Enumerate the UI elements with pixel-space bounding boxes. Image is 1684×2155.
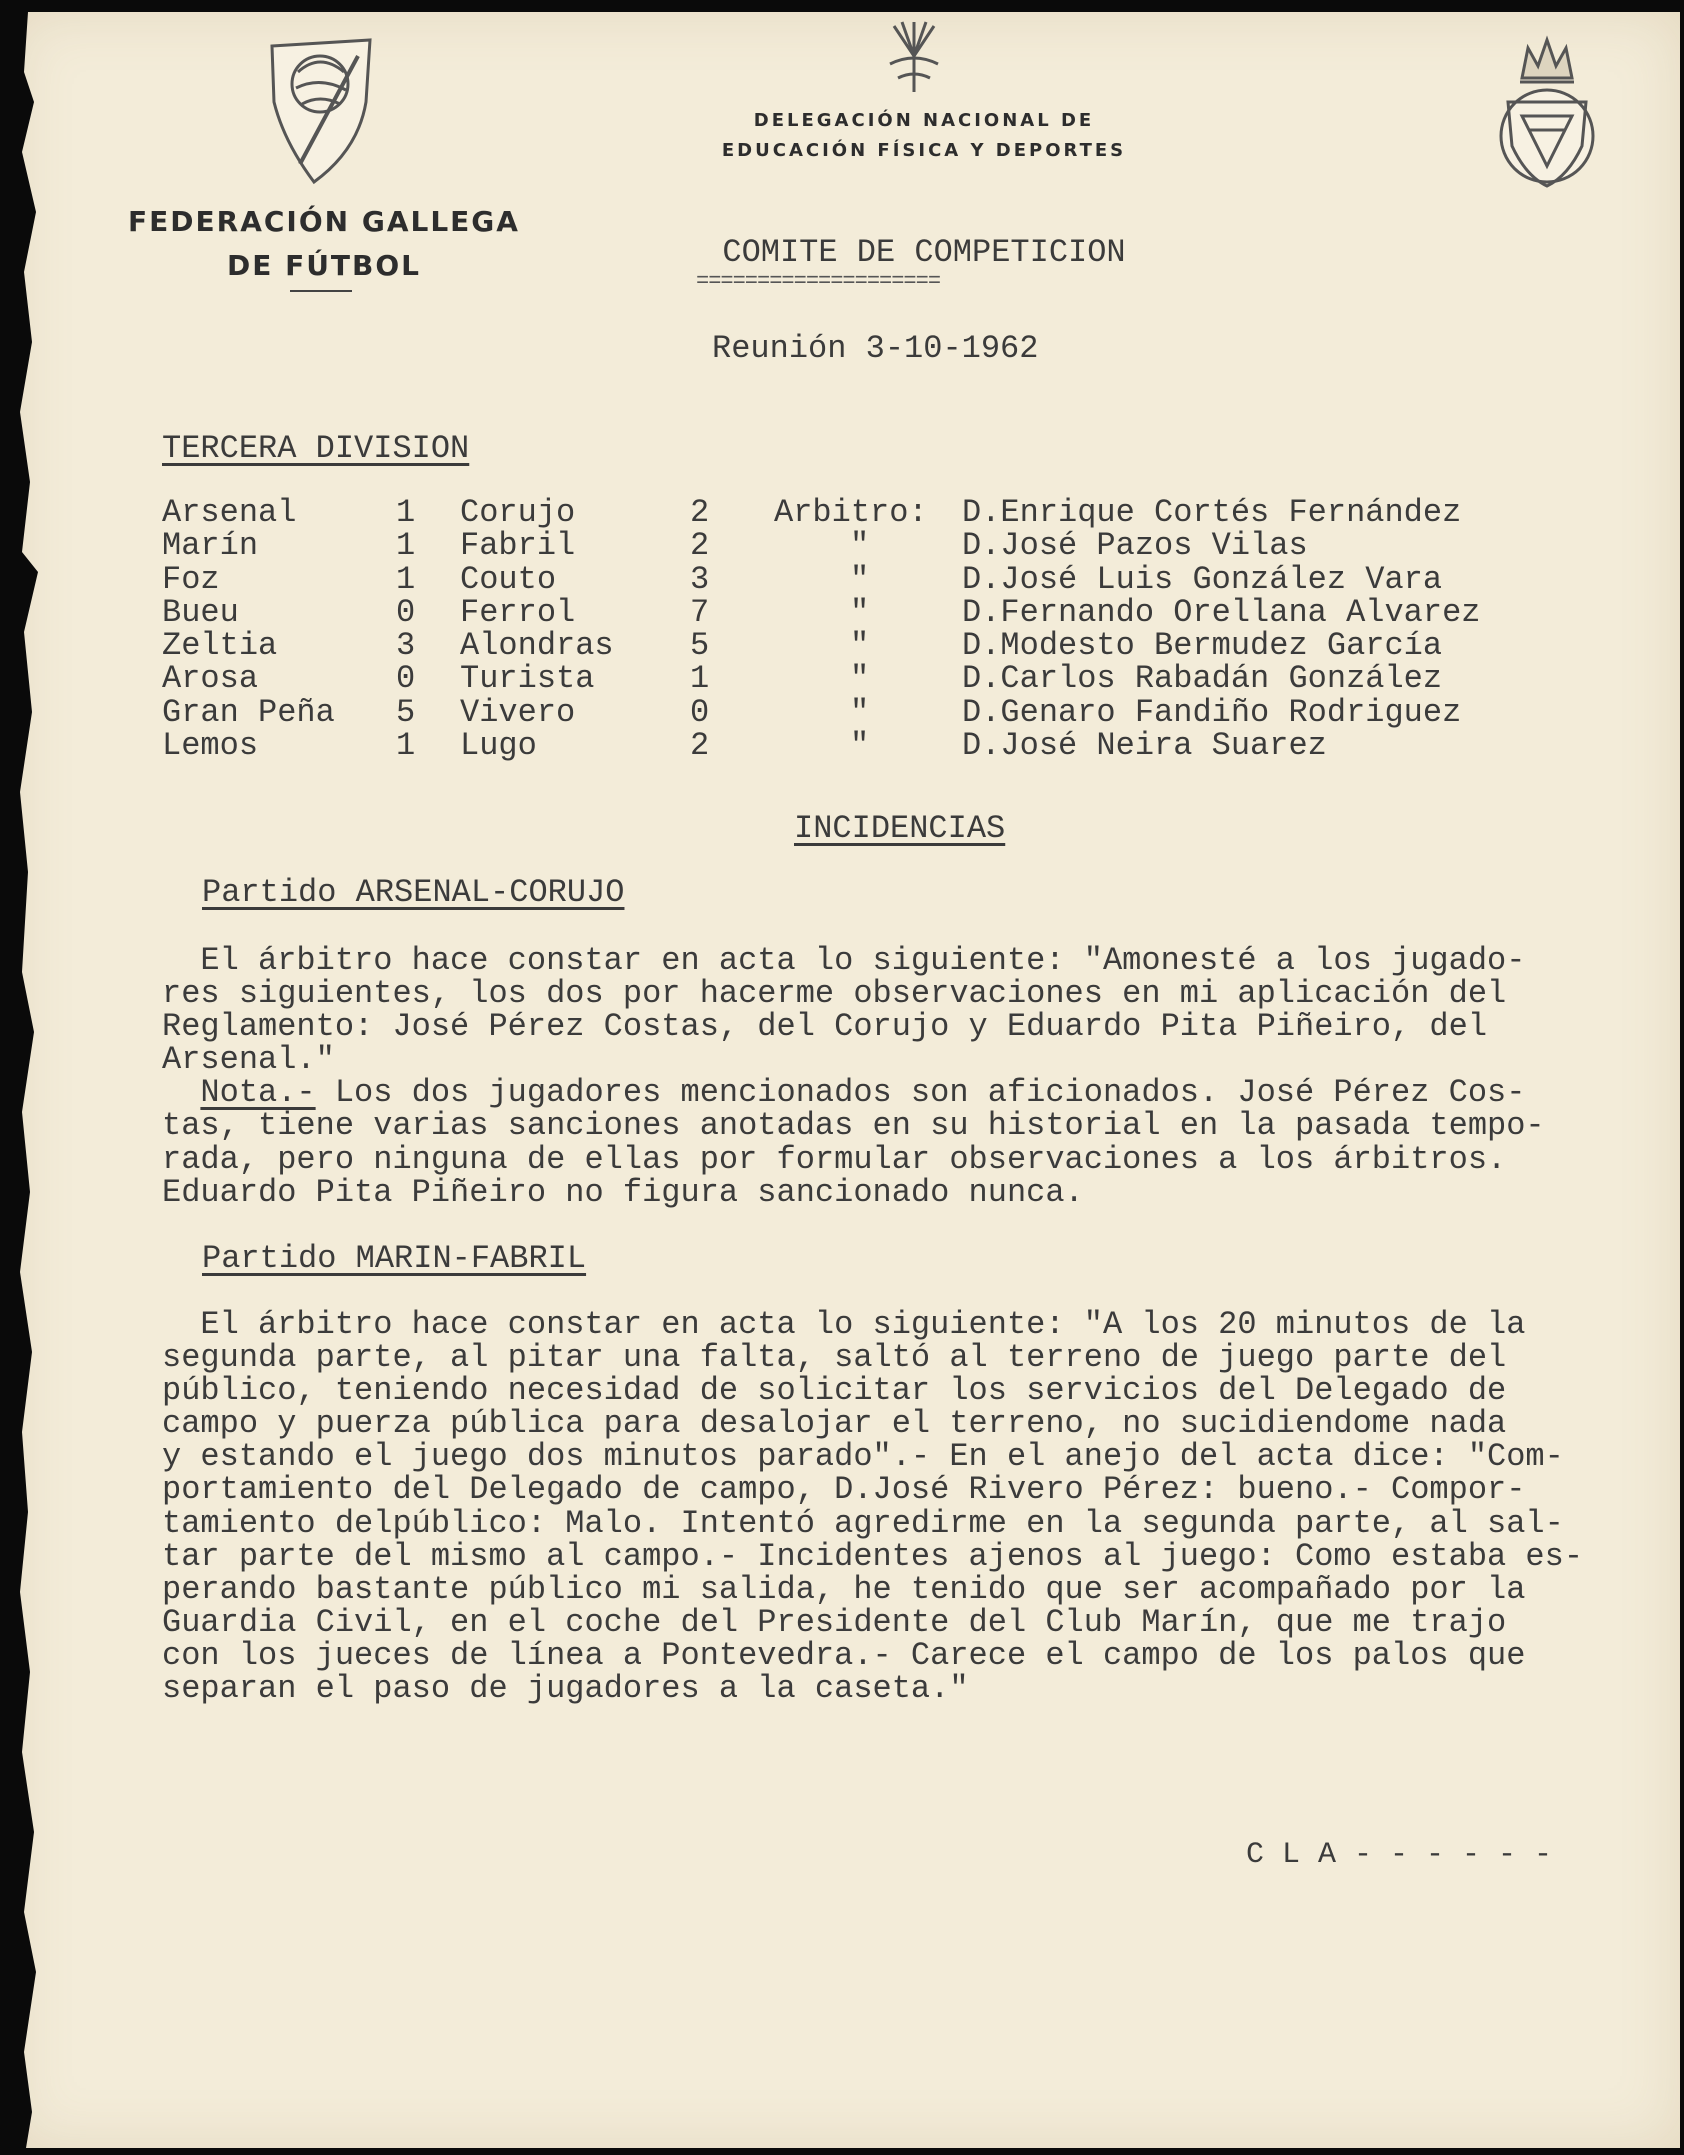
report-line: El árbitro hace constar en acta lo siguiente: "A los 20 minutos de la xyxy=(162,1306,1526,1343)
report-line: Reglamento: José Pérez Costas, del Corujo y Eduardo Pita Piñeiro, del xyxy=(162,1008,1488,1046)
away-team: Corujo xyxy=(460,494,576,531)
away-score: 7 xyxy=(690,593,710,631)
report-line: El árbitro hace constar en acta lo siguiente: "Amonesté a los jugado- xyxy=(162,942,1526,979)
division-title: TERCERA DIVISION xyxy=(162,430,470,467)
committee-rule: ==================== xyxy=(696,269,941,294)
report-line: con los jueces de línea a Pontevedra.- Carece el campo de los palos que xyxy=(162,1636,1526,1674)
report-line: Arsenal." xyxy=(162,1041,335,1079)
report-line: separan el paso de jugadores a la caseta." xyxy=(162,1670,969,1708)
away-score: 0 xyxy=(690,693,710,731)
away-score: 2 xyxy=(690,494,710,531)
match1-report xyxy=(162,944,1662,1209)
home-team: Zeltia xyxy=(162,627,278,665)
federation-rule xyxy=(290,290,352,292)
match2-report xyxy=(162,1306,1662,1708)
delegation-name xyxy=(714,106,1134,166)
home-score: 0 xyxy=(396,660,416,698)
away-team: Lugo xyxy=(460,727,537,765)
ditto-mark: " xyxy=(850,660,870,698)
report-line: campo y puerza pública para desalojar el terreno, no sucidiendome nada xyxy=(162,1405,1507,1443)
report-line: segunda parte, al pitar una falta, saltó al terreno de juego parte del xyxy=(162,1339,1507,1377)
away-team: Alondras xyxy=(460,627,614,665)
federation-line1: FEDERACIÓN GALLEGA xyxy=(128,205,520,238)
away-score: 3 xyxy=(690,560,710,598)
home-score: 5 xyxy=(396,693,416,731)
referee-name: D.José Neira Suarez xyxy=(962,727,1327,765)
home-score: 1 xyxy=(396,527,416,565)
nota-line xyxy=(162,1074,1662,1112)
away-team: Couto xyxy=(460,560,557,598)
home-score: 1 xyxy=(396,560,416,598)
home-team: Arosa xyxy=(162,660,259,698)
ditto-mark: " xyxy=(850,627,870,665)
continuation-mark: C L A - - - - - - xyxy=(1246,1838,1553,1872)
away-score: 2 xyxy=(690,527,710,565)
home-score: 1 xyxy=(396,494,416,531)
torn-edge xyxy=(14,12,54,2148)
federation-name xyxy=(114,200,534,288)
referee-name: D.José Pazos Vilas xyxy=(962,527,1308,565)
committee-title: COMITE DE COMPETICION xyxy=(722,234,1126,271)
home-score: 1 xyxy=(396,727,416,765)
home-score: 0 xyxy=(396,593,416,631)
home-team: Gran Peña xyxy=(162,693,335,731)
ditto-mark: " xyxy=(850,693,870,731)
home-score: 3 xyxy=(396,627,416,665)
report-line: y estando el juego dos minutos parado".- En el anejo del acta dice: "Com- xyxy=(162,1438,1564,1476)
document-page xyxy=(14,12,1680,2148)
report-line: portamiento del Delegado de campo, D.José Rivero Pérez: bueno.- Compor- xyxy=(162,1471,1526,1509)
report-line: tamiento delpúblico: Malo. Intentó agredirme en la segunda parte, al sal- xyxy=(162,1504,1564,1542)
referee-name: D.Fernando Orellana Alvarez xyxy=(962,593,1481,631)
nota-line: tas, tiene varias sanciones anotadas en su historial en la pasada tempo- xyxy=(162,1107,1545,1145)
home-team: Foz xyxy=(162,560,220,598)
match-title-marin-fabril: Partido MARIN-FABRIL xyxy=(202,1240,587,1277)
nota-text: Los dos jugadores mencionados son aficionados. José Pérez Cos- xyxy=(315,1074,1526,1112)
home-team: Lemos xyxy=(162,727,259,765)
away-team: Ferrol xyxy=(460,593,576,631)
nota-label: Nota.- xyxy=(200,1074,316,1112)
delegation-line1: DELEGACIÓN NACIONAL DE xyxy=(753,110,1095,131)
meeting-date: Reunión 3-10-1962 xyxy=(712,330,1039,367)
federation-crest-icon xyxy=(266,32,376,187)
away-team: Turista xyxy=(460,660,595,698)
referee-name: D.Carlos Rabadán González xyxy=(962,660,1443,698)
federation-line2: DE FÚTBOL xyxy=(226,249,422,282)
home-team: Arsenal xyxy=(162,494,297,531)
report-line: perando bastante público mi salida, he tenido que ser acompañado por la xyxy=(162,1570,1526,1608)
away-score: 2 xyxy=(690,727,710,765)
report-line: res siguientes, los dos por hacerme observaciones en mi aplicación del xyxy=(162,975,1507,1013)
yoke-arrows-icon xyxy=(884,16,944,98)
match-title-arsenal-corujo: Partido ARSENAL-CORUJO xyxy=(202,874,625,911)
incidencias-title: INCIDENCIAS xyxy=(794,810,1006,847)
away-score: 1 xyxy=(690,660,710,698)
ditto-mark: " xyxy=(850,560,870,598)
crowned-crest-icon xyxy=(1492,26,1602,196)
delegation-line2: EDUCACIÓN FÍSICA Y DEPORTES xyxy=(721,140,1127,161)
home-team: Marín xyxy=(162,527,259,565)
nota-line: Eduardo Pita Piñeiro no figura sancionado nunca. xyxy=(162,1173,1084,1211)
ditto-mark: " xyxy=(850,727,870,765)
nota-line: rada, pero ninguna de ellas por formular observaciones a los árbitros. xyxy=(162,1140,1507,1178)
ditto-mark: " xyxy=(850,593,870,631)
report-line: público, teniendo necesidad de solicitar los servicios del Delegado de xyxy=(162,1372,1507,1410)
referee-name: D.José Luis González Vara xyxy=(962,560,1443,598)
referee-name: D.Genaro Fandiño Rodriguez xyxy=(962,693,1462,731)
ditto-mark: " xyxy=(850,527,870,565)
away-team: Vivero xyxy=(460,693,576,731)
report-line: tar parte del mismo al campo.- Incidentes ajenos al juego: Como estaba es- xyxy=(162,1537,1584,1575)
referee-name: D.Modesto Bermudez García xyxy=(962,627,1443,665)
away-team: Fabril xyxy=(460,527,576,565)
away-score: 5 xyxy=(690,627,710,665)
referee-name: D.Enrique Cortés Fernández xyxy=(962,494,1462,531)
arbitro-label: Arbitro: xyxy=(774,494,928,531)
report-line: Guardia Civil, en el coche del Presidente del Club Marín, que me trajo xyxy=(162,1603,1507,1641)
home-team: Bueu xyxy=(162,593,239,631)
